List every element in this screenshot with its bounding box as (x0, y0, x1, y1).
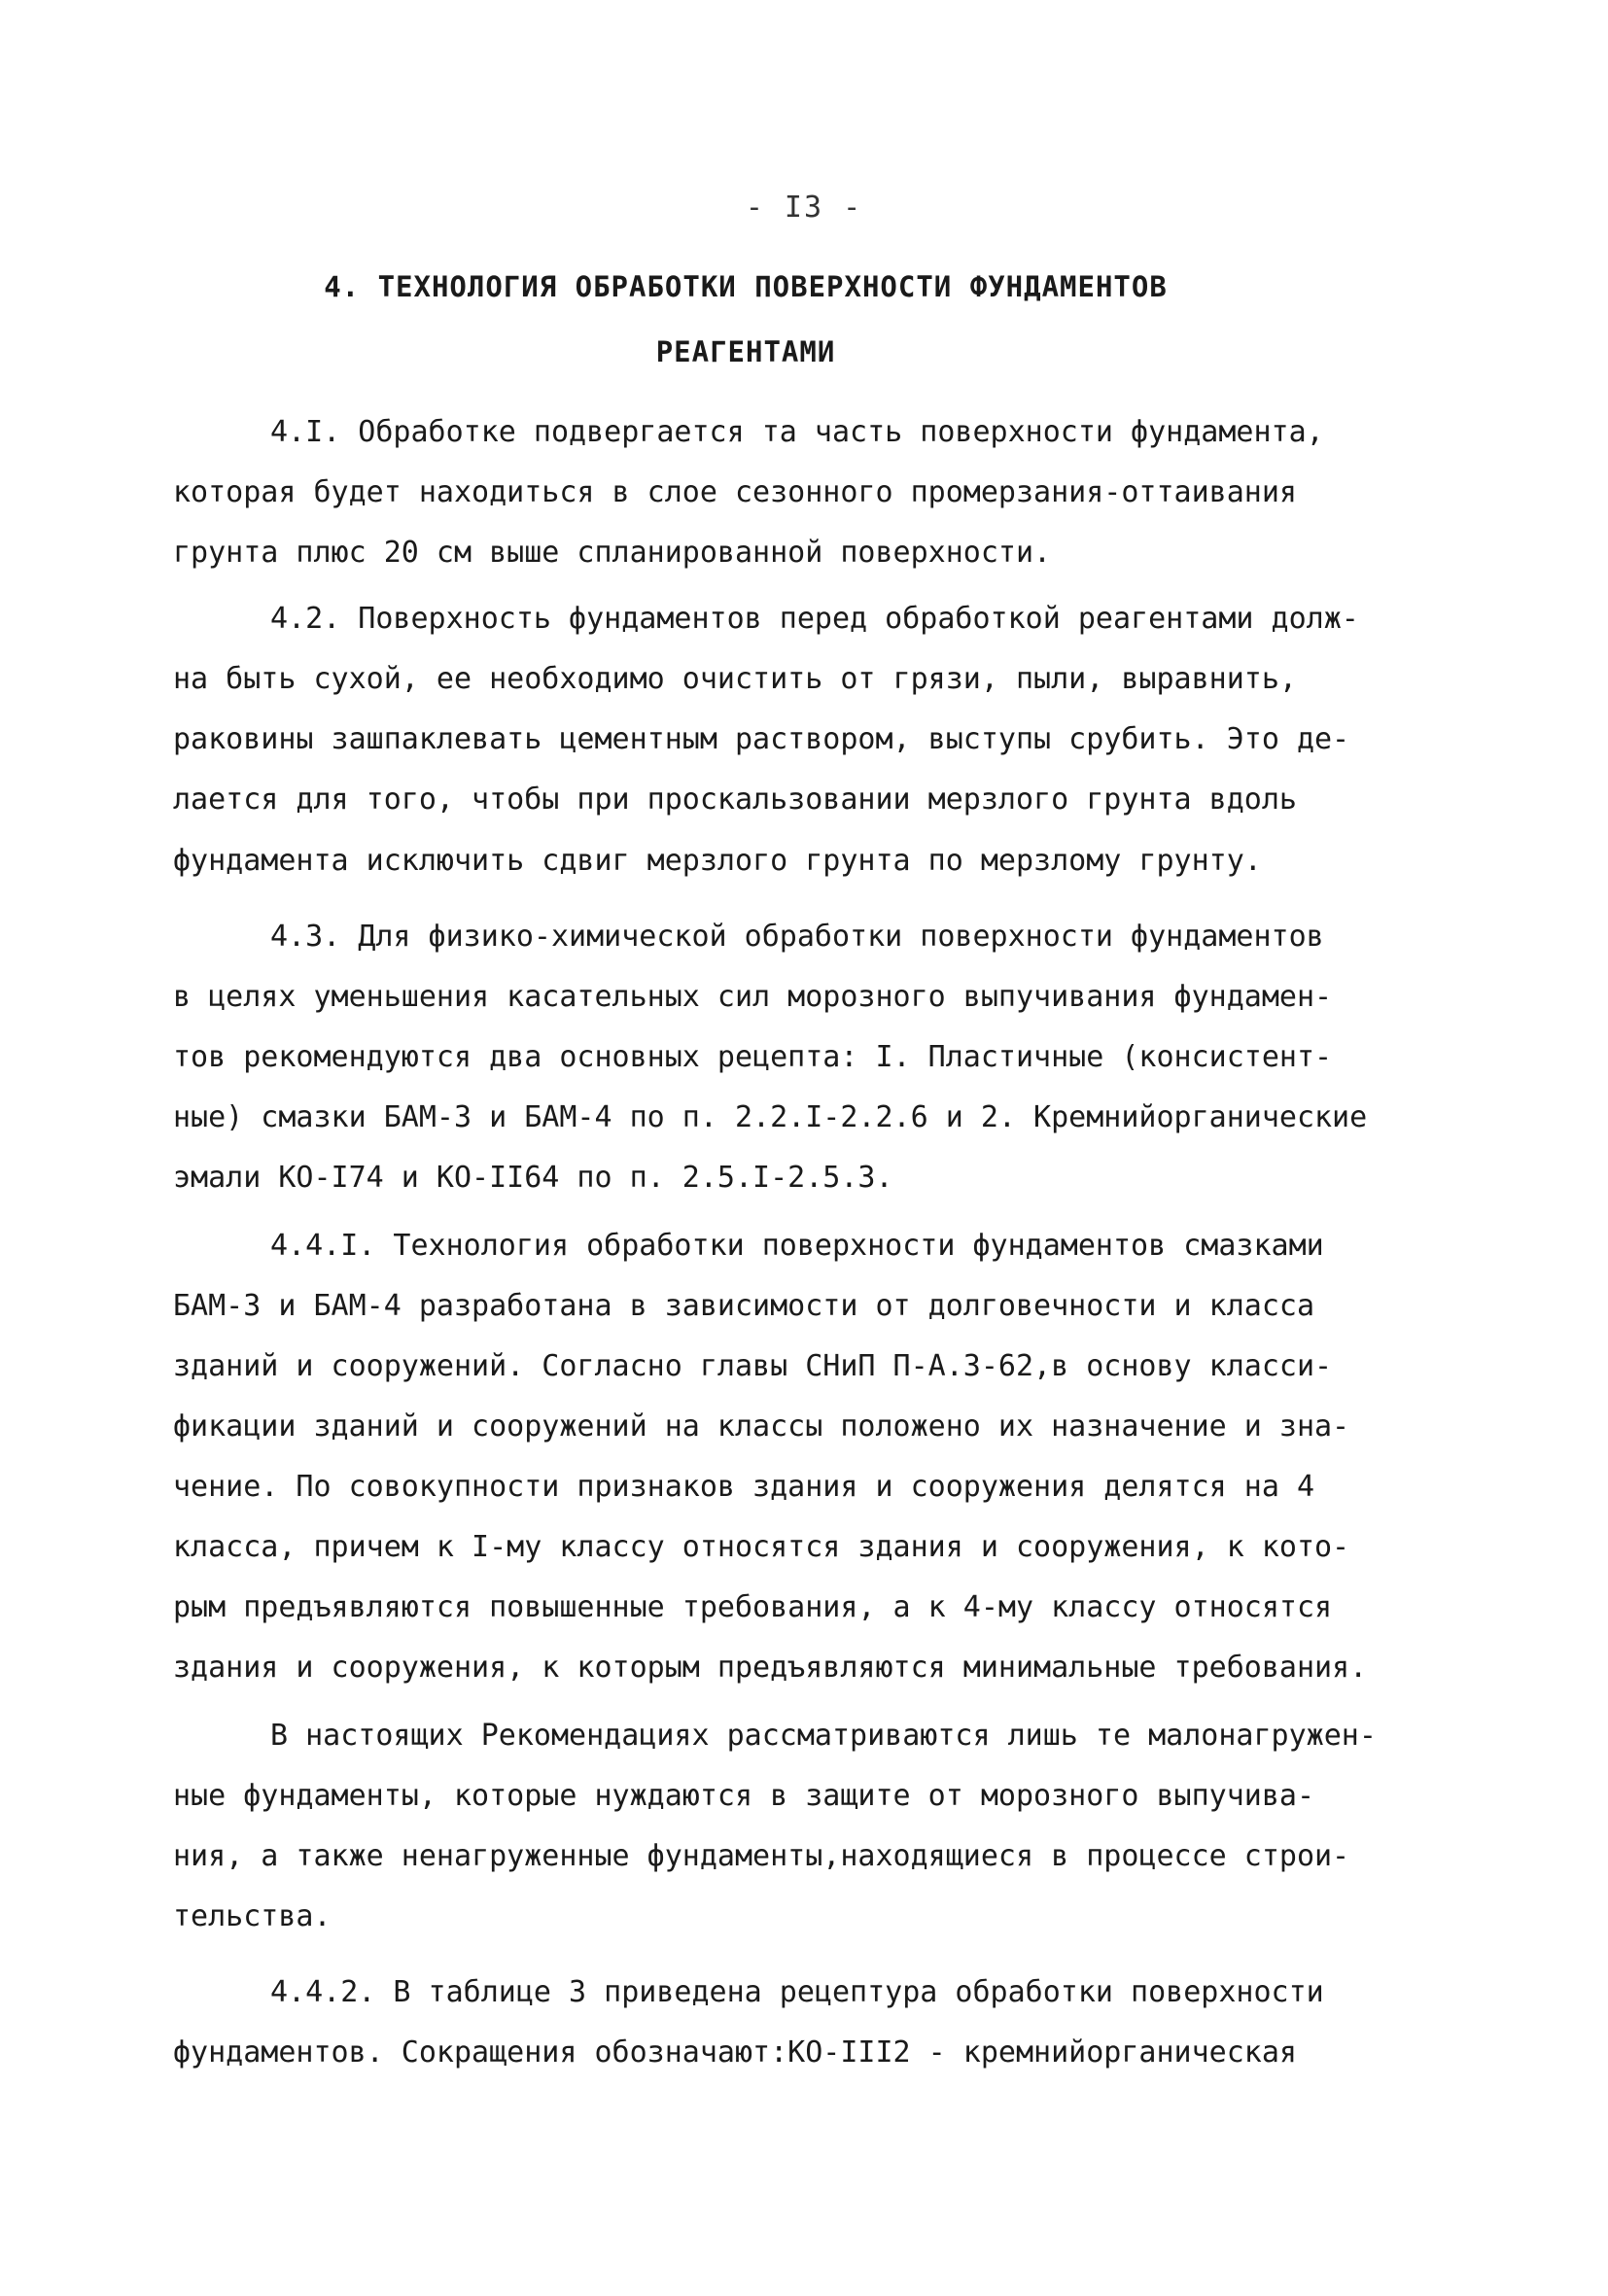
page-number: - I3 - (745, 191, 863, 225)
text-line: в целях уменьшения касательных сил морозного выпучивания фундамен- (173, 980, 1333, 1014)
text-line: зданий и сооружений. Согласно главы СНиП П-А.3-62,в основу класси- (173, 1349, 1333, 1383)
text-line: эмали КО-I74 и КО-II64 по п. 2.5.I-2.5.3. (173, 1161, 893, 1195)
section-heading-line-1: 4. ТЕХНОЛОГИЯ ОБРАБОТКИ ПОВЕРХНОСТИ ФУНДАМЕНТОВ (324, 270, 1168, 303)
text-line: которая будет находиться в слое сезонного промерзания-оттаивания (173, 475, 1297, 509)
text-line: раковины зашпаклевать цементным раствором, выступы срубить. Это де- (173, 722, 1350, 756)
text-line: 4.3. Для физико-химической обработки поверхности фундаментов (270, 920, 1324, 954)
text-line: 4.4.2. В таблице 3 приведена рецептура обработки поверхности (270, 1975, 1324, 2009)
text-line: фундаментов. Сокращения обозначают:КО-III2 - кремнийорганическая (173, 2035, 1297, 2070)
text-line: фундамента исключить сдвиг мерзлого грунта по мерзлому грунту. (173, 844, 1262, 878)
text-line: 4.2. Поверхность фундаментов перед обработкой реагентами долж- (270, 602, 1359, 636)
text-line: В настоящих Рекомендациях рассматриваются лишь те малонагружен- (270, 1719, 1377, 1753)
text-line: класса, причем к I-му классу относятся здания и сооружения, к кото- (173, 1530, 1350, 1564)
text-line: на быть сухой, ее необходимо очистить от грязи, пыли, выравнить, (173, 662, 1297, 696)
text-line: чение. По совокупности признаков здания и сооружения делятся на 4 (173, 1470, 1314, 1504)
text-line: тельства. (173, 1899, 332, 1933)
text-line: ния, а также ненагруженные фундаменты,находящиеся в процессе строи- (173, 1839, 1350, 1873)
text-line: ные) смазки БАМ-3 и БАМ-4 по п. 2.2.I-2.2.6 и 2. Кремнийорганические (173, 1100, 1368, 1134)
text-line: БАМ-3 и БАМ-4 разработана в зависимости от долговечности и класса (173, 1289, 1314, 1323)
text-line: лается для того, чтобы при проскальзовании мерзлого грунта вдоль (173, 783, 1297, 817)
section-heading-line-2: РЕАГЕНТАМИ (655, 335, 836, 368)
text-line: 4.I. Обработке подвергается та часть поверхности фундамента, (270, 415, 1324, 449)
text-line: 4.4.I. Технология обработки поверхности фундаментов смазками (270, 1229, 1324, 1263)
text-line: фикации зданий и сооружений на классы положено их назначение и зна- (173, 1409, 1350, 1444)
text-line: грунта плюс 20 см выше спланированной поверхности. (173, 536, 1052, 570)
text-line: рым предъявляются повышенные требования, а к 4-му классу относятся (173, 1590, 1333, 1624)
text-line: ные фундаменты, которые нуждаются в защите от морозного выпучива- (173, 1779, 1314, 1813)
text-line: здания и сооружения, к которым предъявляются минимальные требования. (173, 1651, 1368, 1685)
text-line: тов рекомендуются два основных рецепта: I. Пластичные (консистент- (173, 1040, 1333, 1074)
